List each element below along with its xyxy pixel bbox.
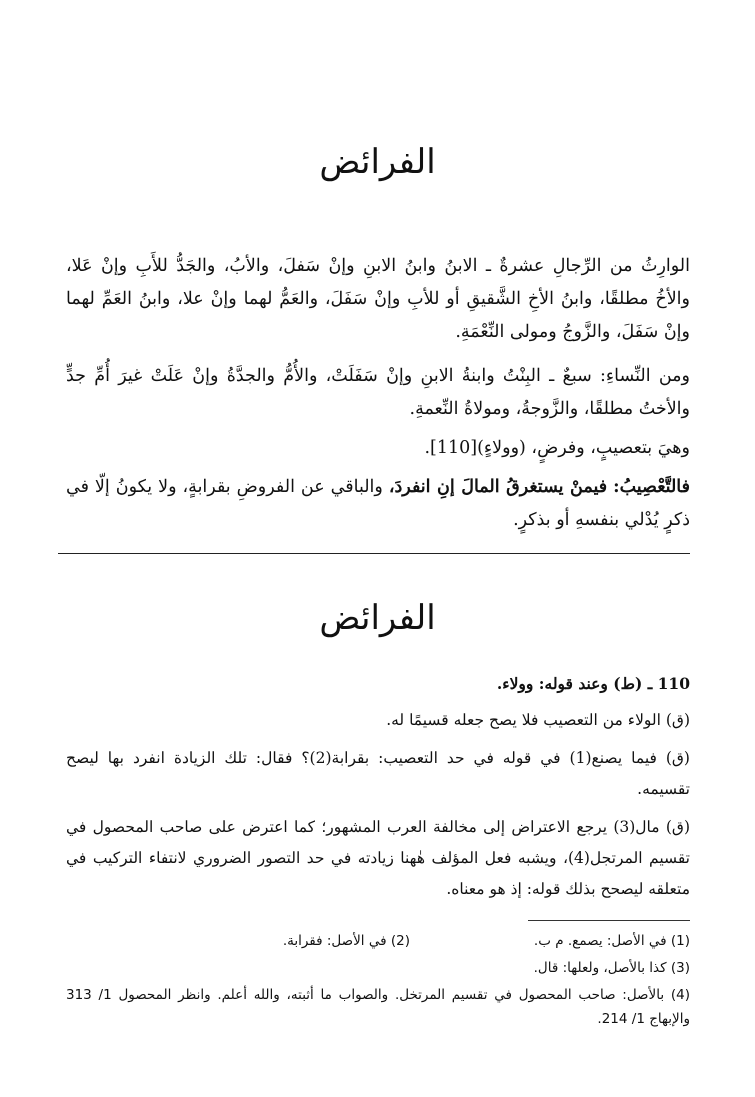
term-tasib: فالتَّعْصِيبُ: (613, 477, 690, 497)
footnote-1: (1) في الأصل: يصمع. م ب. (533, 933, 690, 949)
tasib-definition-rest: والباقي عن الفروضِ بقرابةٍ، ولا يكونُ إلّا في ذكرٍ يُدْلي بنفسهِ أو بذكرٍ. (66, 477, 690, 530)
commentary-paragraph: (ق) الولاء من التعصيب فلا يصح جعله قسيمًا له. (386, 711, 690, 729)
footnote-2: (2) في الأصل: فقرابة. (282, 933, 410, 949)
main-paragraph-male-heirs: الوارِثُ من الرِّجالِ عشرةٌ ـ الابنُ وابنُ الابنِ وإنْ سَفلَ، والأبُ، والجَدُّ للأَبِ وإنْ عَلا، والأخُ مطلقًا، وابنُ الأخِ الشَّقيقِ أو للأبِ وإنْ سَفَلَ، والعَمُّ لهما وإنْ علا، وابنُ العَمِّ لهما وإنْ سَفَلَ، والزَّوجُ ومولى النِّعْمَةِ. (66, 256, 690, 342)
footnote-divider (528, 920, 690, 921)
main-paragraph-tasib (66, 471, 690, 537)
chapter-title: الفرائض (319, 142, 436, 182)
section-divider (58, 553, 690, 554)
tasib-definition-bold: فيمنْ يستغرقُ المالَ إنِ انفردَ، (388, 477, 608, 497)
main-paragraph-female-heirs: ومن النِّساءِ: سبعٌ ـ البِنْتُ وابنةُ الابنِ وإنْ سَفَلَتْ، والأُمُّ والجدَّةُ وإنْ عَلَتْ غيرَ أُمِّ جدٍّ والأختُ مطلقًا، والزَّوجةُ، ومولاةُ النِّعمةِ. (66, 366, 690, 419)
commentary-title: الفرائض (319, 598, 436, 638)
footnote-3: (3) كذا بالأصل، ولعلها: قال. (533, 960, 690, 976)
commentary-note-110: 110 ـ (ط) وعند قوله: وولاء. (496, 674, 690, 693)
main-paragraph-types: وهيَ بتعصيبٍ، وفرضٍ، (وولاءٍ)[110]. (424, 438, 690, 458)
footnote-4: (4) بالأصل: صاحب المحصول في تقسيم المرتخل. والصواب ما أثبته، والله أعلم. وانظر المحصول 1/ 313 والإبهاج 1/ 214. (66, 987, 690, 1027)
commentary-paragraph: (ق) فيما يصنع(1) في قوله في حد التعصيب: بقرابة(2)؟ فقال: تلك الزيادة انفرد بها ليصح تقسيمه. (66, 749, 690, 798)
commentary-paragraph: (ق) مال(3) يرجع الاعتراض إلى مخالفة العرب المشهور؛ كما اعترض على صاحب المحصول في تقسيم المرتجل(4)، ويشبه فعل المؤلف هٰهنا زيادته في حد التصور الضروري لانتفاء التركيب في متعلقه ليصحح بذلك قوله: إذ هو معناه. (66, 818, 690, 898)
